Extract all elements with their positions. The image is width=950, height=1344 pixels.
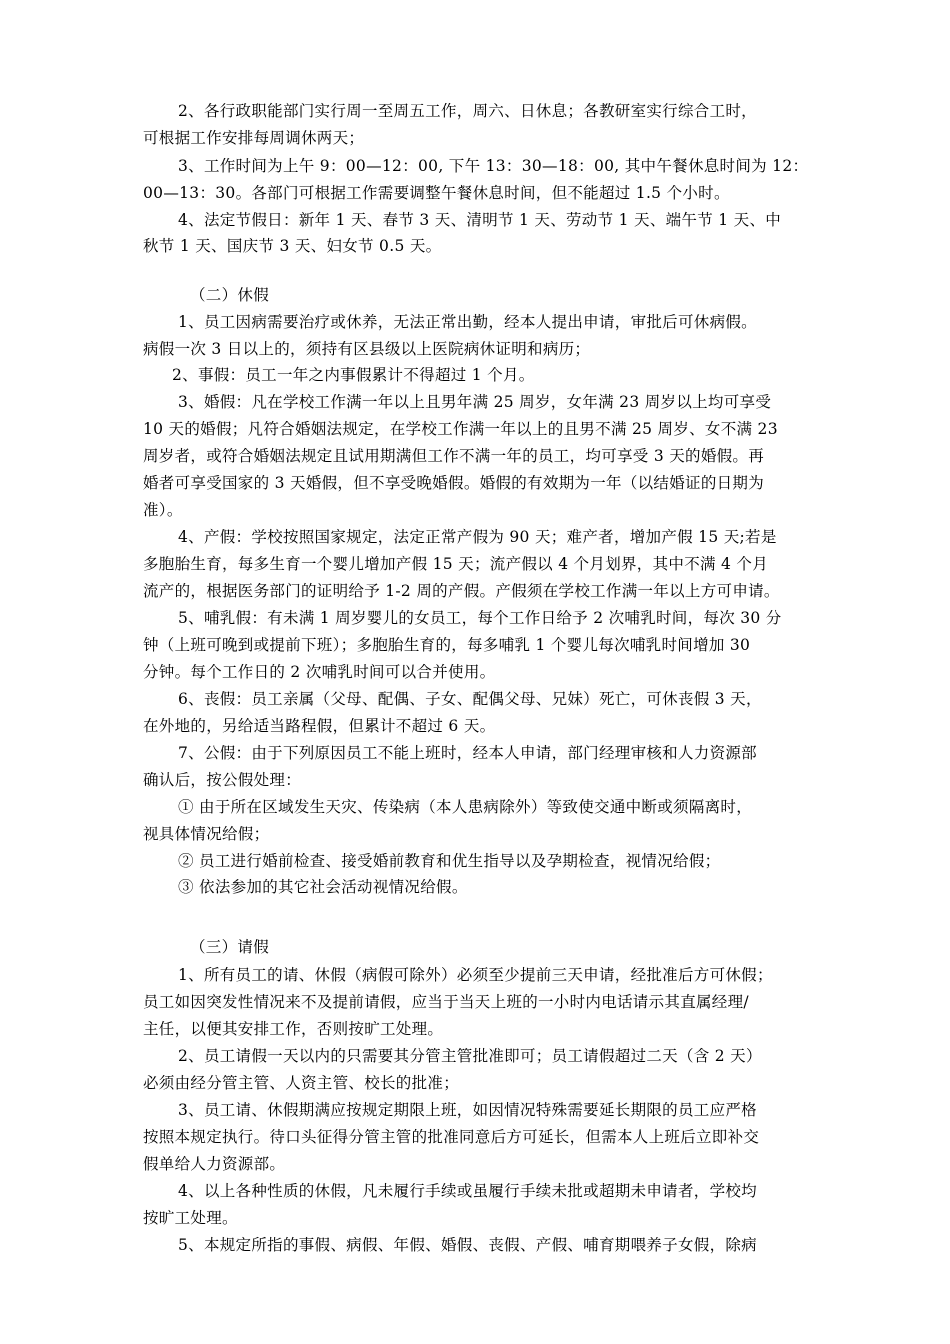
public-leave-item-2: ② 员工进行婚前检查、接受婚前教育和优生指导以及孕期检查，视情况给假；: [178, 852, 721, 870]
request-rule-1-line-3: 主任，以便其安排工作，否则按旷工处理。: [143, 1020, 444, 1038]
maternity-leave-line-3: 流产的，根据医务部门的证明给予 1-2 周的产假。产假须在学校工作满一年以上方可申请。: [143, 582, 780, 600]
public-leave-item-1-line-2: 视具体情况给假；: [143, 825, 270, 843]
maternity-leave-line-1: 4、产假：学校按照国家规定，法定正常产假为 90 天；难产者，增加产假 15 天;若是: [178, 528, 777, 546]
marriage-leave-line-3: 周岁者，或符合婚姻法规定且试用期满但工作不满一年的员工，均可享受 3 天的婚假。再: [143, 447, 765, 465]
section-heading-leave: （二）休假: [190, 286, 270, 304]
request-rule-1-line-1: 1、所有员工的请、休假（病假可除外）必须至少提前三天申请，经批准后方可休假；: [178, 966, 773, 984]
public-leave-item-1-line-1: ① 由于所在区域发生天灾、传染病（本人患病除外）等致使交通中断或须隔离时，: [178, 798, 753, 816]
request-rule-3-line-1: 3、员工请、休假期满应按规定期限上班，如因情况特殊需要延长期限的员工应严格: [178, 1101, 757, 1119]
public-leave-item-3: ③ 依法参加的其它社会活动视情况给假。: [178, 878, 468, 896]
request-rule-2-line-2: 必须由经分管主管、人资主管、校长的批准；: [143, 1074, 460, 1092]
request-rule-5-line-1: 5、本规定所指的事假、病假、年假、婚假、丧假、产假、哺育期喂养子女假，除病: [178, 1236, 757, 1254]
public-leave-line-2: 确认后，按公假处理：: [143, 771, 302, 789]
marriage-leave-line-4: 婚者可享受国家的 3 天婚假，但不享受晚婚假。婚假的有效期为一年（以结婚证的日期为: [143, 474, 765, 492]
nursing-leave-line-1: 5、哺乳假：有未满 1 周岁婴儿的女员工，每个工作日给予 2 次哺乳时间，每次 30 分: [178, 609, 782, 627]
holidays-line-1: 4、法定节假日：新年 1 天、春节 3 天、清明节 1 天、劳动节 1 天、端午节 1 天、中: [178, 211, 782, 229]
maternity-leave-line-2: 多胞胎生育，每多生育一个婴儿增加产假 15 天；流产假以 4 个月划界，其中不满 4 个月: [143, 555, 769, 573]
work-hours-line-2: 00—13：30。各部门可根据工作需要调整午餐休息时间，但不能超过 1.5 个小时。: [143, 184, 730, 202]
bereavement-leave-line-1: 6、丧假：员工亲属（父母、配偶、子女、配偶父母、兄妹）死亡，可休丧假 3 天，: [178, 690, 762, 708]
request-rule-3-line-3: 假单给人力资源部。: [143, 1155, 286, 1173]
personal-leave-line-1: 2、事假：员工一年之内事假累计不得超过 1 个月。: [172, 366, 535, 384]
request-rule-3-line-2: 按照本规定执行。待口头征得分管主管的批准同意后方可延长，但需本人上班后立即补交: [143, 1128, 760, 1146]
sick-leave-line-1: 1、员工因病需要治疗或休养，无法正常出勤，经本人提出申请，审批后可休病假。: [178, 313, 757, 331]
work-days-line-2: 可根据工作安排每周调休两天；: [143, 129, 365, 147]
marriage-leave-line-2: 10 天的婚假；凡符合婚姻法规定，在学校工作满一年以上的且男不满 25 周岁、女不满 23: [143, 420, 778, 438]
request-rule-4-line-2: 按旷工处理。: [143, 1209, 238, 1227]
sick-leave-line-2: 病假一次 3 日以上的，须持有区县级以上医院病休证明和病历；: [143, 340, 591, 358]
request-rule-1-line-2: 员工如因突发性情况来不及提前请假，应当于当天上班的一小时内电话请示其直属经理/: [143, 993, 749, 1011]
marriage-leave-line-5: 准）。: [143, 501, 183, 519]
nursing-leave-line-2: 钟（上班可晚到或提前下班）；多胞胎生育的，每多哺乳 1 个婴儿每次哺乳时间增加 30: [143, 636, 751, 654]
bereavement-leave-line-2: 在外地的，另给适当路程假，但累计不超过 6 天。: [143, 717, 496, 735]
work-hours-line-1: 3、工作时间为上午 9：00—12：00, 下午 13：30—18：00, 其中午餐休息时间为 12：: [178, 157, 809, 175]
request-rule-4-line-1: 4、以上各种性质的休假，凡未履行手续或虽履行手续未批或超期未申请者，学校均: [178, 1182, 757, 1200]
marriage-leave-line-1: 3、婚假：凡在学校工作满一年以上且男年满 25 周岁，女年满 23 周岁以上均可享受: [178, 393, 772, 411]
request-rule-2-line-1: 2、员工请假一天以内的只需要其分管主管批准即可；员工请假超过二天（含 2 天）: [178, 1047, 762, 1065]
section-heading-request-leave: （三）请假: [190, 938, 270, 956]
holidays-line-2: 秋节 1 天、国庆节 3 天、妇女节 0.5 天。: [143, 237, 442, 255]
public-leave-line-1: 7、公假：由于下列原因员工不能上班时，经本人申请，部门经理审核和人力资源部: [178, 744, 757, 762]
nursing-leave-line-3: 分钟。每个工作日的 2 次哺乳时间可以合并使用。: [143, 663, 496, 681]
work-days-line-1: 2、各行政职能部门实行周一至周五工作，周六、日休息；各教研室实行综合工时，: [178, 102, 757, 120]
